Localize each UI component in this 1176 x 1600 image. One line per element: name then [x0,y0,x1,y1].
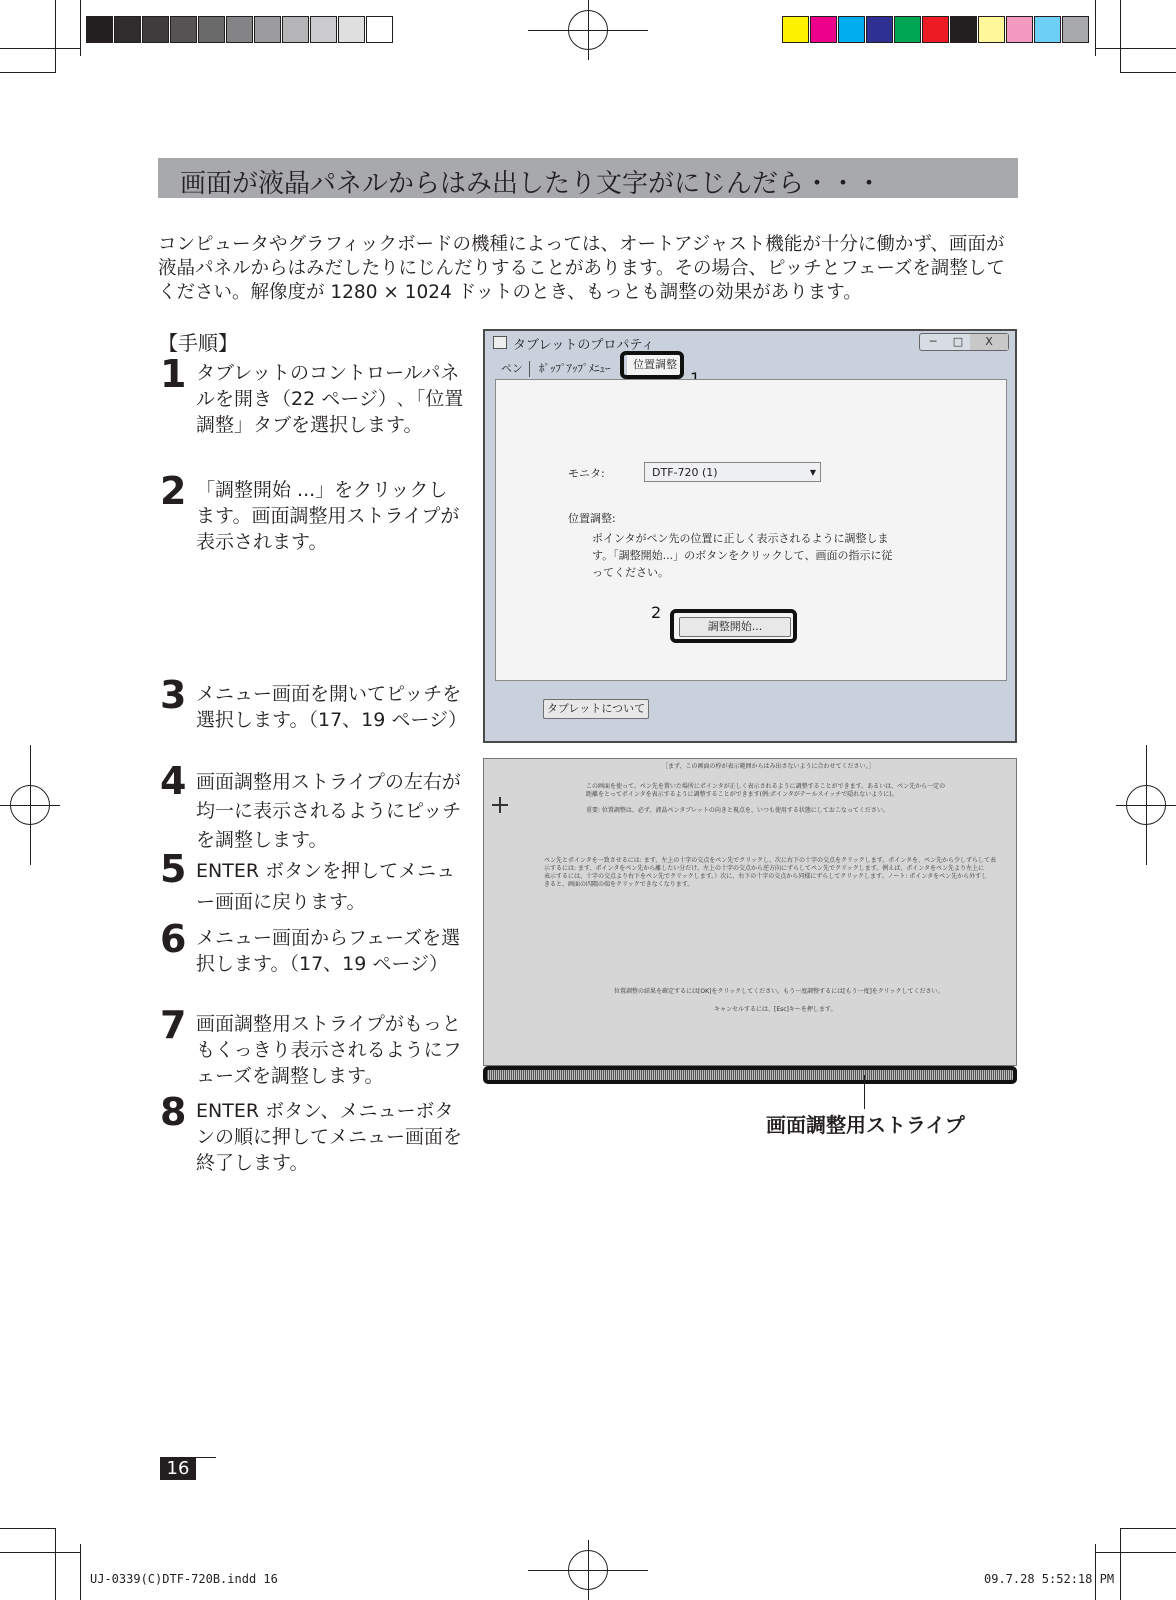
monitor-select[interactable] [644,462,821,482]
color-swatch [198,16,225,43]
crosshair-icon [492,797,508,813]
color-swatch [866,16,893,43]
monitor-value: DTF-720 (1) [652,466,718,479]
footer-filename: UJ-0339(C)DTF-720B.indd 16 [90,1572,278,1586]
cancel-text: キャンセルするには、[Esc]キーを押します。 [714,1006,837,1013]
color-swatch [114,16,141,43]
callout-tab-highlight [620,351,684,379]
crop-mark [55,1528,56,1600]
stripe-label: 画面調整用ストライプ [766,1113,965,1137]
color-swatch [86,16,113,43]
calibration-header: ［まず、この画面の枠が表示範囲からはみ出さないように合わせてください。］ [662,763,875,770]
color-swatch [254,16,281,43]
registration-line [588,1540,589,1600]
calibration-screen [483,758,1017,1066]
step-text: メニュー画面からフェーズを選択します。（17、19 ページ） [196,927,461,975]
tab-popup-menu[interactable]: ﾎﾟｯﾌﾟｱｯﾌﾟﾒﾆｭｰ [539,362,611,375]
tab-divider [529,361,530,377]
window-icon [493,336,507,349]
adjustment-stripe [483,1066,1017,1084]
step-text: ENTER ボタンを押してメニュー画面に戻ります。 [196,860,456,913]
step-text: メニュー画面を開いてピッチを選択します。（17、19 ページ） [196,683,467,731]
color-swatch [1034,16,1061,43]
position-label: 位置調整: [568,512,616,525]
tab-pen[interactable]: ペン [501,362,523,375]
maximize-button[interactable]: □ [952,335,964,348]
crop-mark [0,72,56,73]
color-swatch [310,16,337,43]
crop-mark [0,48,81,49]
page-title: 画面が液晶パネルからはみ出したり文字がにじんだら・・・ [180,169,883,199]
instruction-text: きると、画面の四隅の端をクリックできなくなります。 [544,881,694,888]
color-swatch [226,16,253,43]
instruction-text: 示するには: ます、ポインタをペン先から離したい分だけ、左上の十字の交点から逆方向にずらしてペン先でクリックします。例えば、ポインタをペン先より左上に [544,865,985,872]
chevron-down-icon: ▼ [809,468,816,477]
crop-mark [1120,1528,1176,1529]
position-description: ポインタがペン先の位置に正しく表示されるように調整します。「調整開始...」のボタンをクリックして、画面の指示に従ってください。 [592,532,893,579]
calibration-text: この画面を使って、ペン先を置いた場所にポインタが正しく表示されるように調整することができます。あるいは、ペン先から一定の [586,783,946,790]
step-text: 画面調整用ストライプがもっともくっきり表示されるようにフェーズを調整します。 [196,1013,462,1087]
crop-mark [0,1528,56,1529]
crop-mark [1095,1552,1176,1553]
close-button[interactable]: X [970,334,1008,350]
crop-mark [1120,1528,1121,1600]
color-swatch [366,16,393,43]
dialog-title: タブレットのプロパティ [513,338,655,353]
calibration-text: 距離をとってポインタを表示するように調整することができます(例:ポインタがテールスイッチで隠れないように)。 [586,791,898,798]
crop-mark [0,1552,81,1553]
tab-panel [495,379,1007,681]
callout-button-highlight [670,609,797,643]
window-controls [919,333,1009,351]
tablet-properties-dialog [483,329,1017,743]
step-number: 7 [160,1003,187,1047]
callout-number: 2 [651,603,662,622]
color-swatch [950,16,977,43]
color-swatch [1006,16,1033,43]
step-number: 3 [160,673,187,717]
instruction-text: 表示するには、十字の交点より右下をペン先でクリックします。）次に、右下の十字の交点から同様にずらしてクリックします。ノート: ポインタをペン先から外すし [544,873,988,880]
step-text: タブレットのコントロールパネルを開き（22 ページ）､「位置調整」タブを選択します。 [196,362,464,436]
stripe-leader-line [864,1075,865,1109]
step-number: 4 [160,759,187,803]
step-text: 画面調整用ストライプの左右が均一に表示されるようにピッチを調整します。 [196,771,462,851]
color-swatch [338,16,365,43]
step-number: 5 [160,847,187,891]
registration-line [588,0,589,60]
step-text: 「調整開始 ...」をクリックします。画面調整用ストライプが表示されます。 [196,479,460,553]
minimize-button[interactable]: ─ [929,335,937,348]
color-swatch [282,16,309,43]
about-tablet-button[interactable]: タブレットについて [543,699,649,719]
color-swatch [894,16,921,43]
color-swatch [838,16,865,43]
registration-line [30,745,31,865]
step-text: ENTER ボタン、メニューボタンの順に押してメニュー画面を終了します。 [196,1100,463,1174]
step-number: 6 [160,917,187,961]
page-number: 16 [160,1458,196,1480]
crop-mark [55,0,56,73]
start-adjust-button[interactable]: 調整開始... [679,617,791,637]
crop-mark [1120,0,1121,73]
tab-position-adjust[interactable]: 位置調整 [627,355,683,375]
color-swatch [810,16,837,43]
instruction-text: ペン先とポインタを一致させるには: ます、左上の十字の交点をペン先でクリックし、次に右下の十字の交点をクリックします。ポインタを、ペン先から少しずらして表 [544,857,997,864]
footer-timestamp: 09.7.28 5:52:18 PM [984,1572,1115,1586]
crop-mark [1120,72,1176,73]
step-number: 8 [160,1090,187,1134]
color-swatch [170,16,197,43]
step-number: 1 [160,352,187,396]
intro-paragraph: コンピュータやグラフィックボードの機種によっては、オートアジャスト機能が十分に働かず、画面が液晶パネルからはみだしたりにじんだりすることがあります。その場合、ピッチとフェーズを調整してください。解像度が 1280 × 1024 ドットのとき、もっとも調整の効果があります。 [158,234,1005,303]
color-swatch [978,16,1005,43]
step-number: 2 [160,469,187,513]
calibration-text: 重要: 位置調整は、必ず、液晶ペンタブレットの向きと視点を、いつも使用する状態にしておこなってください。 [586,807,889,814]
steps-heading: 【手順】 [158,331,238,355]
color-swatch [782,16,809,43]
color-swatch [1062,16,1089,43]
color-swatch [142,16,169,43]
registration-line [1146,745,1147,865]
confirm-text: 位置調整の結果を確定するには[OK]をクリックしてください。もう一度調整するには[もう一度]をクリックしてください。 [614,988,944,995]
color-swatch [922,16,949,43]
monitor-label: モニタ: [568,467,605,480]
crop-mark [1095,48,1176,49]
